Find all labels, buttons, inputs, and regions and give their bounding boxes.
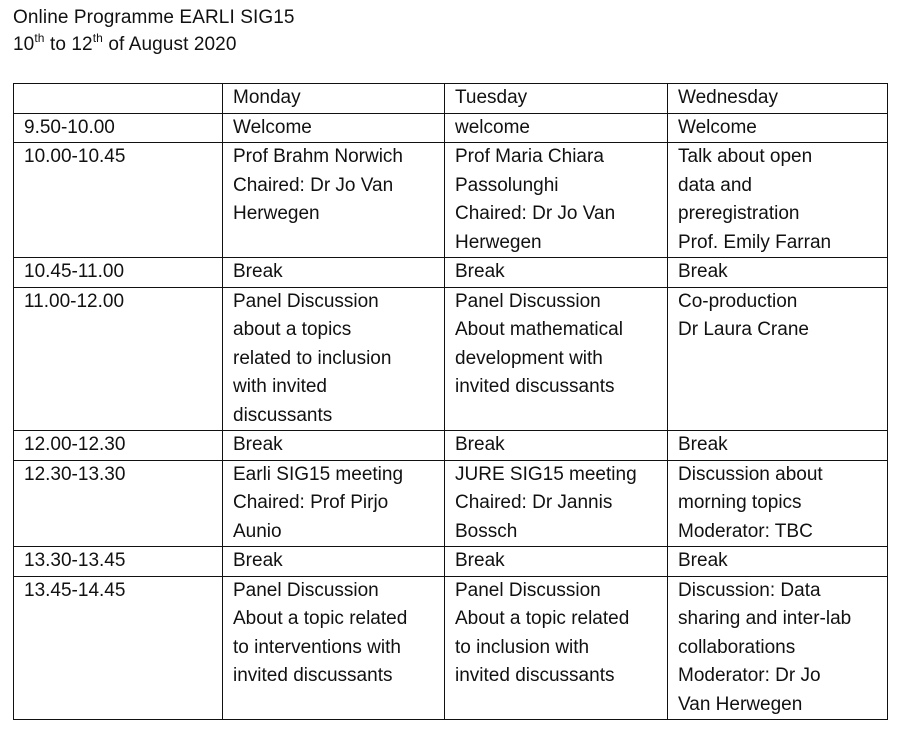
date-start-suffix: th bbox=[34, 30, 45, 45]
monday-cell: Panel Discussion About a topic related to interventions with invited discussants bbox=[223, 576, 445, 720]
time-cell: 13.30-13.45 bbox=[14, 547, 223, 577]
monday-cell: Earli SIG15 meeting Chaired: Prof Pirjo Aunio bbox=[223, 460, 445, 547]
monday-cell: Break bbox=[223, 431, 445, 461]
table-row bbox=[14, 460, 888, 547]
monday-cell: Welcome bbox=[223, 113, 445, 143]
time-cell: 13.45-14.45 bbox=[14, 576, 223, 720]
header-cell-tuesday: Tuesday bbox=[445, 84, 668, 114]
programme-dates bbox=[13, 31, 295, 58]
time-cell: 11.00-12.00 bbox=[14, 287, 223, 431]
time-cell: 9.50-10.00 bbox=[14, 113, 223, 143]
tuesday-cell: Break bbox=[445, 258, 668, 288]
monday-cell: Panel Discussion about a topics related to inclusion with invited discussants bbox=[223, 287, 445, 431]
table-row bbox=[14, 287, 888, 431]
table-row bbox=[14, 113, 888, 143]
wednesday-cell: Welcome bbox=[668, 113, 888, 143]
tuesday-cell: Prof Maria Chiara Passolunghi Chaired: Dr Jo Van Herwegen bbox=[445, 143, 668, 258]
time-cell: 12.00-12.30 bbox=[14, 431, 223, 461]
date-connector: to bbox=[44, 34, 72, 55]
wednesday-cell: Talk about open data and preregistration Prof. Emily Farran bbox=[668, 143, 888, 258]
date-end-day: 12 bbox=[71, 34, 93, 55]
date-end-suffix: th bbox=[92, 30, 103, 45]
header-cell-wednesday: Wednesday bbox=[668, 84, 888, 114]
table-row bbox=[14, 576, 888, 720]
time-cell: 10.45-11.00 bbox=[14, 258, 223, 288]
wednesday-cell: Break bbox=[668, 431, 888, 461]
table-row bbox=[14, 143, 888, 258]
monday-cell: Prof Brahm Norwich Chaired: Dr Jo Van Herwegen bbox=[223, 143, 445, 258]
date-month-year: of August 2020 bbox=[102, 34, 237, 55]
table-row bbox=[14, 258, 888, 288]
monday-cell: Break bbox=[223, 547, 445, 577]
header-cell-monday: Monday bbox=[223, 84, 445, 114]
table-row bbox=[14, 431, 888, 461]
programme-title: Online Programme EARLI SIG15 bbox=[13, 7, 295, 28]
wednesday-cell: Break bbox=[668, 258, 888, 288]
tuesday-cell: Panel Discussion About a topic related to inclusion with invited discussants bbox=[445, 576, 668, 720]
time-cell: 12.30-13.30 bbox=[14, 460, 223, 547]
document-header bbox=[13, 4, 295, 58]
tuesday-cell: Break bbox=[445, 547, 668, 577]
table-row bbox=[14, 547, 888, 577]
schedule-table bbox=[13, 83, 888, 720]
wednesday-cell: Discussion about morning topics Moderator: TBC bbox=[668, 460, 888, 547]
header-cell-time bbox=[14, 84, 223, 114]
tuesday-cell: Panel Discussion About mathematical development with invited discussants bbox=[445, 287, 668, 431]
wednesday-cell: Discussion: Data sharing and inter-lab collaborations Moderator: Dr Jo Van Herwegen bbox=[668, 576, 888, 720]
time-cell: 10.00-10.45 bbox=[14, 143, 223, 258]
tuesday-cell: JURE SIG15 meeting Chaired: Dr Jannis Bossch bbox=[445, 460, 668, 547]
table-header-row bbox=[14, 84, 888, 114]
monday-cell: Break bbox=[223, 258, 445, 288]
tuesday-cell: Break bbox=[445, 431, 668, 461]
wednesday-cell: Co-production Dr Laura Crane bbox=[668, 287, 888, 431]
date-start-day: 10 bbox=[13, 34, 35, 55]
tuesday-cell: welcome bbox=[445, 113, 668, 143]
wednesday-cell: Break bbox=[668, 547, 888, 577]
